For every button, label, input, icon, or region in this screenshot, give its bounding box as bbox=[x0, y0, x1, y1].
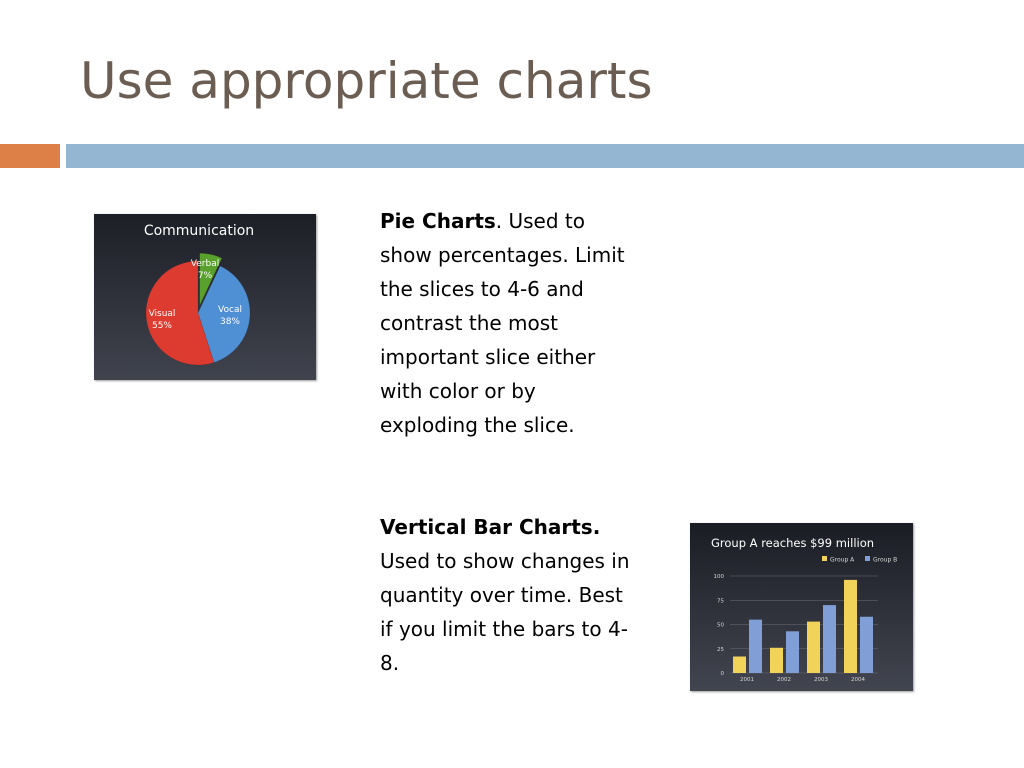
pie-label-vocal: Vocal bbox=[218, 305, 242, 315]
bar-charts-heading: Vertical Bar Charts. bbox=[380, 515, 601, 539]
pie-chart bbox=[94, 214, 316, 380]
pie-charts-body: . Used to show percentages. Limit the slices to 4-6 and contrast the most important slice either with color or by exploding the slice. bbox=[380, 209, 625, 437]
pie-value-verbal: 7% bbox=[197, 271, 213, 281]
pie-value-visual: 55% bbox=[151, 321, 173, 331]
pie-label-visual: Visual bbox=[148, 309, 176, 319]
y-tick-label: 75 bbox=[717, 598, 724, 605]
slide-title: Use appropriate charts bbox=[80, 52, 653, 110]
pie-chart-title: Communication bbox=[143, 223, 255, 239]
bar-2001-group-b bbox=[749, 620, 762, 673]
y-tick-label: 25 bbox=[717, 646, 724, 653]
x-tick-label: 2003 bbox=[814, 677, 828, 683]
bar-chart-title: Group A reaches $99 million bbox=[711, 536, 875, 550]
bar-2004-group-a bbox=[844, 580, 857, 673]
x-tick-label: 2002 bbox=[777, 677, 791, 683]
bar-chart bbox=[690, 523, 913, 691]
pie-charts-description bbox=[380, 204, 630, 442]
bar-2003-group-a bbox=[807, 622, 820, 673]
y-tick-label: 0 bbox=[720, 671, 724, 677]
y-tick-label: 50 bbox=[717, 622, 724, 629]
legend-swatch-group-b bbox=[865, 556, 870, 561]
accent-bar-blue bbox=[66, 144, 1024, 168]
bar-charts-description bbox=[380, 510, 630, 680]
legend-label-group-a: Group A bbox=[830, 556, 855, 564]
bar-charts-body: Used to show changes in quantity over time. Best if you limit the bars to 4-8. bbox=[380, 549, 630, 675]
bar-2003-group-b bbox=[823, 605, 836, 673]
bar-2004-group-b bbox=[860, 617, 873, 673]
accent-bar-orange bbox=[0, 144, 60, 168]
bar-chart-image bbox=[690, 523, 913, 691]
bar-2002-group-b bbox=[786, 631, 799, 673]
legend-swatch-group-a bbox=[822, 556, 827, 561]
x-tick-label: 2004 bbox=[851, 677, 865, 683]
pie-value-vocal: 38% bbox=[219, 317, 241, 327]
pie-label-verbal: Verbal bbox=[190, 259, 220, 269]
pie-charts-heading: Pie Charts bbox=[380, 209, 496, 233]
bar-2002-group-a bbox=[770, 648, 783, 673]
y-tick-label: 100 bbox=[713, 574, 724, 580]
x-tick-label: 2001 bbox=[740, 677, 754, 683]
legend-label-group-b: Group B bbox=[873, 556, 898, 564]
bar-2001-group-a bbox=[733, 657, 746, 673]
pie-chart-image bbox=[94, 214, 316, 380]
